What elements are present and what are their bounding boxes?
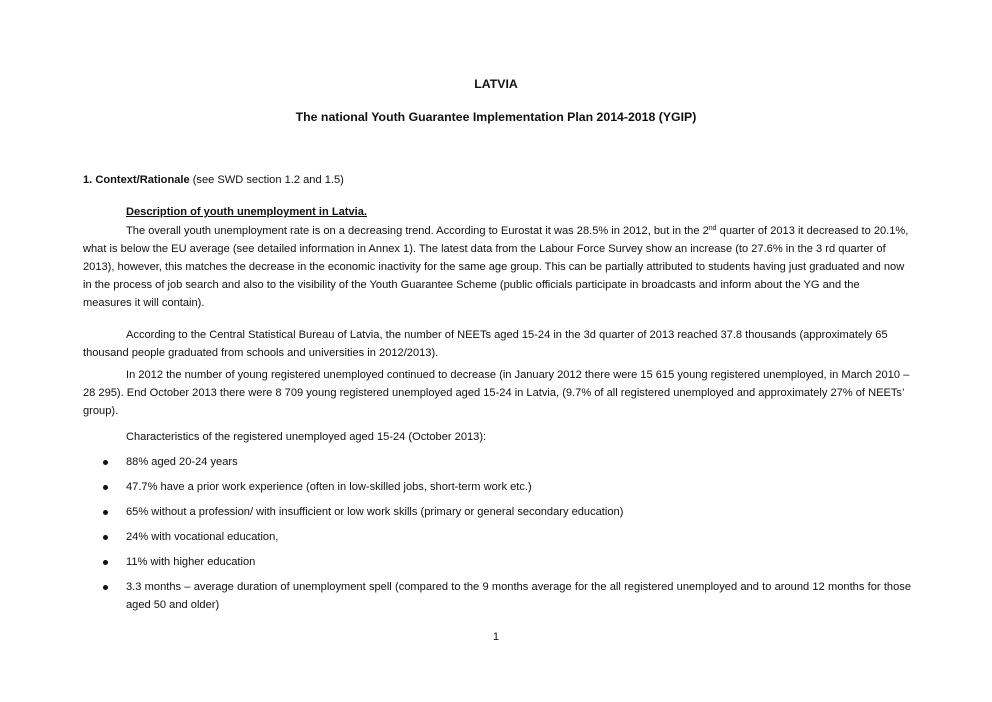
list-item (83, 453, 911, 471)
list-item-text: 3.3 months – average duration of unemployment spell (compared to the 9 months average for the all registered unemployed and to around 12 months for those aged 50 and older) (126, 581, 911, 611)
bullet-icon (103, 510, 108, 515)
paragraph-1 (83, 222, 911, 312)
list-item (83, 478, 911, 496)
document-subtitle: The national Youth Guarantee Implementation Plan 2014-2018 (YGIP) (295, 110, 697, 124)
section-reference: (see SWD section 1.2 and 1.5) (189, 174, 344, 186)
paragraph-1-text-a: The overall youth unemployment rate is on a decreasing trend. According to Eurostat it was 28.5% in 2012, but in the 2 (126, 225, 709, 237)
bullet-icon (103, 535, 108, 540)
bullet-icon (103, 560, 108, 565)
list-item-text: 47.7% have a prior work experience (often in low-skilled jobs, short-term work etc.) (126, 481, 532, 493)
list-item-text: 88% aged 20-24 years (126, 456, 238, 468)
paragraph-3: In 2012 the number of young registered unemployed continued to decrease (in January 2012 there were 15 615 young registered unemployed, in March 2010 – 28 295). End October 2013 there were 8 709 young registered unemployed aged 15-24 in Latvia, (9.7% of all registered unemployed and approximately 27% of NEETs’ group). (83, 369, 910, 417)
list-item (83, 553, 911, 571)
section-heading-label: 1. Context/Rationale (83, 174, 190, 186)
list-item (83, 578, 911, 614)
paragraph-1-superscript: nd (708, 225, 717, 232)
list-item-text: 65% without a profession/ with insufficient or low work skills (primary or general secondary education) (126, 506, 624, 518)
list-item (83, 503, 911, 521)
list-item-text: 24% with vocational education, (126, 531, 279, 543)
list-item-text: 11% with higher education (126, 556, 256, 568)
paragraph-4: Characteristics of the registered unemployed aged 15-24 (October 2013): (126, 431, 487, 443)
paragraph-1-text-b: quarter of 2013 it decreased to 20.1%, what is below the EU average (see detailed information in Annex 1). The latest data from the Labour Force Survey show an increase (to 27.6% in the 3 rd quarter of 2013), however, this matches the decrease in the economic inactivity for the same age group. This can be partially attributed to students having just graduated and now in the process of job search and also to the visibility of the Youth Guarantee Scheme (public officials participate in broadcasts and inform about the YG and the measures it will contain). (83, 225, 909, 309)
list-item (83, 528, 911, 546)
section-heading (83, 171, 903, 189)
page-number: 1 (492, 631, 500, 643)
bullet-icon (103, 485, 108, 490)
document-title: LATVIA (474, 77, 518, 91)
bullet-icon (103, 585, 108, 590)
bullet-icon (103, 460, 108, 465)
paragraph-2: According to the Central Statistical Bureau of Latvia, the number of NEETs aged 15-24 in the 3d quarter of 2013 reached 37.8 thousands (approximately 65 thousand people graduated from schools and universities in 2012/2013). (83, 329, 888, 359)
characteristics-list (83, 453, 911, 621)
subheading: Description of youth unemployment in Latvia. (126, 206, 368, 218)
